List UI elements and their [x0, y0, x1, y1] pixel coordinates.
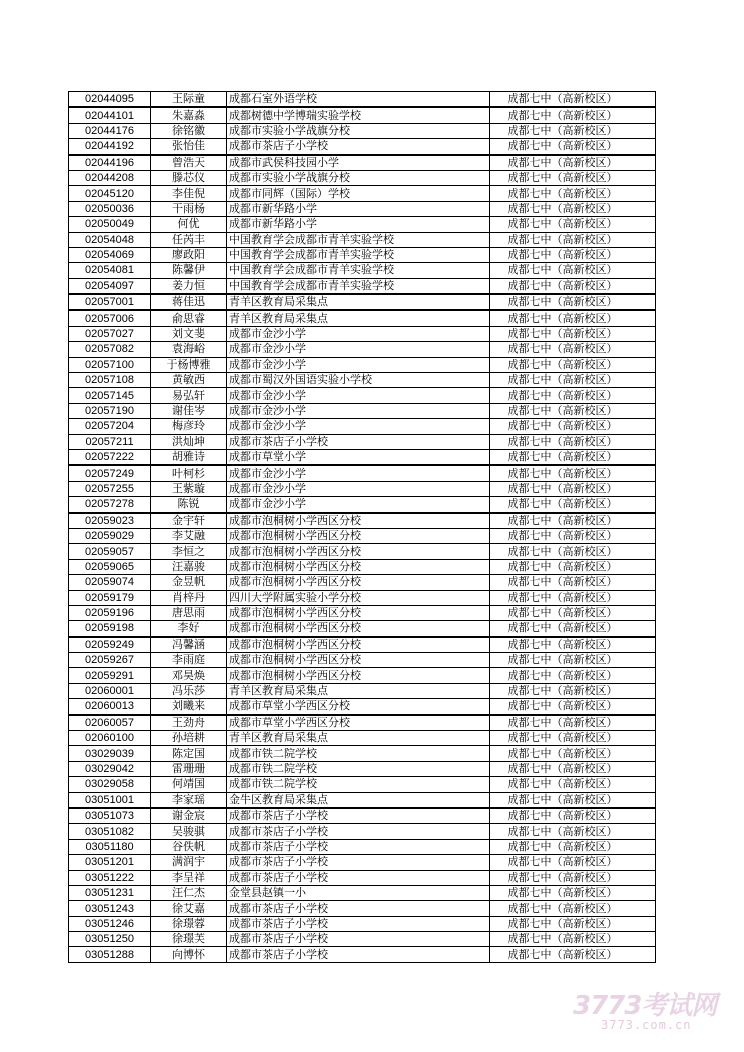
- school-cell: 成都市泡桐树小学西区分校: [227, 653, 490, 668]
- student-name-cell: 于杨博雅: [151, 357, 227, 372]
- table-row: [69, 761, 656, 776]
- school-cell: 成都市金沙小学: [227, 342, 490, 357]
- table-row: [69, 947, 656, 962]
- admitted-school-cell: 成都七中（高新校区）: [490, 621, 656, 637]
- student-id-cell: 02059074: [69, 575, 151, 590]
- table-row: [69, 855, 656, 870]
- table-row: [69, 901, 656, 916]
- admitted-school-cell: 成都七中（高新校区）: [490, 201, 656, 216]
- student-id-cell: 02054069: [69, 247, 151, 262]
- admitted-school-cell: 成都七中（高新校区）: [490, 92, 656, 108]
- student-id-cell: 02044095: [69, 92, 151, 108]
- admitted-school-cell: 成都七中（高新校区）: [490, 170, 656, 185]
- table-row: [69, 434, 656, 449]
- table-row: [69, 777, 656, 792]
- table-row: [69, 731, 656, 746]
- student-name-cell: 叶柯杉: [151, 465, 227, 481]
- school-cell: 成都市实验小学战旗分校: [227, 123, 490, 138]
- student-name-cell: 朱嘉淼: [151, 107, 227, 123]
- table-row: [69, 403, 656, 418]
- student-name-cell: 曾浩天: [151, 155, 227, 171]
- table-row: [69, 278, 656, 294]
- admission-list-table: [68, 91, 656, 963]
- student-name-cell: 何靖国: [151, 777, 227, 792]
- student-name-cell: 谢佳岑: [151, 403, 227, 418]
- admitted-school-cell: 成都七中（高新校区）: [490, 590, 656, 605]
- admitted-school-cell: 成都七中（高新校区）: [490, 155, 656, 171]
- admitted-school-cell: 成都七中（高新校区）: [490, 575, 656, 590]
- school-cell: 成都市金沙小学: [227, 481, 490, 496]
- school-cell: 成都市泡桐树小学西区分校: [227, 528, 490, 543]
- table-row: [69, 373, 656, 388]
- student-name-cell: 向博怀: [151, 947, 227, 962]
- school-cell: 成都市草堂小学: [227, 449, 490, 465]
- admitted-school-cell: 成都七中（高新校区）: [490, 449, 656, 465]
- school-cell: 成都市金沙小学: [227, 403, 490, 418]
- school-cell: 成都市泡桐树小学西区分校: [227, 621, 490, 637]
- student-name-cell: 黄敏西: [151, 373, 227, 388]
- table-row: [69, 653, 656, 668]
- table-row: [69, 575, 656, 590]
- table-row: [69, 186, 656, 201]
- student-id-cell: 02059029: [69, 528, 151, 543]
- table-row: [69, 449, 656, 465]
- table-row: [69, 885, 656, 900]
- student-id-cell: 03051243: [69, 901, 151, 916]
- student-id-cell: 03029039: [69, 746, 151, 761]
- table-row: [69, 513, 656, 529]
- student-id-cell: 03051001: [69, 792, 151, 808]
- school-cell: 青羊区教育局采集点: [227, 294, 490, 310]
- admitted-school-cell: 成都七中（高新校区）: [490, 434, 656, 449]
- student-id-cell: 02059065: [69, 559, 151, 574]
- school-cell: 成都市泡桐树小学西区分校: [227, 605, 490, 620]
- student-id-cell: 02057027: [69, 326, 151, 341]
- table-row: [69, 294, 656, 310]
- school-cell: 青羊区教育局采集点: [227, 310, 490, 326]
- student-id-cell: 02059057: [69, 544, 151, 559]
- admitted-school-cell: 成都七中（高新校区）: [490, 731, 656, 746]
- student-name-cell: 李艾融: [151, 528, 227, 543]
- student-id-cell: 03029058: [69, 777, 151, 792]
- admitted-school-cell: 成都七中（高新校区）: [490, 419, 656, 434]
- table-row: [69, 310, 656, 326]
- school-cell: 成都市草堂小学西区分校: [227, 699, 490, 715]
- admitted-school-cell: 成都七中（高新校区）: [490, 497, 656, 513]
- school-cell: 成都市茶店子小学校: [227, 916, 490, 931]
- school-cell: 成都市泡桐树小学西区分校: [227, 575, 490, 590]
- student-name-cell: 王劲舟: [151, 715, 227, 731]
- student-id-cell: 02057222: [69, 449, 151, 465]
- admitted-school-cell: 成都七中（高新校区）: [490, 465, 656, 481]
- table-row: [69, 715, 656, 731]
- admitted-school-cell: 成都七中（高新校区）: [490, 559, 656, 574]
- school-cell: 成都市新华路小学: [227, 217, 490, 232]
- student-id-cell: 02054097: [69, 278, 151, 294]
- table-row: [69, 808, 656, 824]
- student-id-cell: 02057190: [69, 403, 151, 418]
- student-name-cell: 徐璟芙: [151, 932, 227, 947]
- school-cell: 成都石室外语学校: [227, 92, 490, 108]
- table-row: [69, 342, 656, 357]
- school-cell: 成都市金沙小学: [227, 357, 490, 372]
- student-id-cell: 02060001: [69, 683, 151, 698]
- student-name-cell: 满润宇: [151, 855, 227, 870]
- admitted-school-cell: 成都七中（高新校区）: [490, 528, 656, 543]
- table-row: [69, 107, 656, 123]
- admitted-school-cell: 成都七中（高新校区）: [490, 839, 656, 854]
- student-id-cell: 02059249: [69, 637, 151, 653]
- student-name-cell: 李家瑶: [151, 792, 227, 808]
- student-id-cell: 02059179: [69, 590, 151, 605]
- admitted-school-cell: 成都七中（高新校区）: [490, 715, 656, 731]
- school-cell: 成都市铁二院学校: [227, 746, 490, 761]
- student-name-cell: 金宇轩: [151, 513, 227, 529]
- student-name-cell: 李呈祥: [151, 870, 227, 885]
- student-name-cell: 陈馨伊: [151, 263, 227, 278]
- student-id-cell: 02054048: [69, 232, 151, 247]
- school-cell: 中国教育学会成都市青羊实验学校: [227, 232, 490, 247]
- admitted-school-cell: 成都七中（高新校区）: [490, 513, 656, 529]
- student-name-cell: 李恒之: [151, 544, 227, 559]
- student-name-cell: 廖政阳: [151, 247, 227, 262]
- admitted-school-cell: 成都七中（高新校区）: [490, 637, 656, 653]
- school-cell: 成都市金沙小学: [227, 465, 490, 481]
- table-row: [69, 263, 656, 278]
- student-name-cell: 任芮丰: [151, 232, 227, 247]
- admitted-school-cell: 成都七中（高新校区）: [490, 777, 656, 792]
- admitted-school-cell: 成都七中（高新校区）: [490, 746, 656, 761]
- school-cell: 成都市茶店子小学校: [227, 932, 490, 947]
- table-row: [69, 668, 656, 683]
- student-id-cell: 03029042: [69, 761, 151, 776]
- school-cell: 成都市茶店子小学校: [227, 139, 490, 155]
- student-id-cell: 02044192: [69, 139, 151, 155]
- student-id-cell: 02057249: [69, 465, 151, 481]
- student-name-cell: 徐璟蓉: [151, 916, 227, 931]
- student-name-cell: 汪嘉骏: [151, 559, 227, 574]
- table-row: [69, 839, 656, 854]
- school-cell: 成都市草堂小学西区分校: [227, 715, 490, 731]
- admitted-school-cell: 成都七中（高新校区）: [490, 916, 656, 931]
- school-cell: 成都市茶店子小学校: [227, 824, 490, 839]
- watermark-logo-text: 3773考试网: [573, 991, 717, 1021]
- school-cell: 成都市新华路小学: [227, 201, 490, 216]
- school-cell: 金堂县赵镇一小: [227, 885, 490, 900]
- student-id-cell: 03051180: [69, 839, 151, 854]
- admitted-school-cell: 成都七中（高新校区）: [490, 808, 656, 824]
- student-id-cell: 03051231: [69, 885, 151, 900]
- table-row: [69, 605, 656, 620]
- admitted-school-cell: 成都七中（高新校区）: [490, 668, 656, 683]
- table-row: [69, 528, 656, 543]
- school-cell: 中国教育学会成都市青羊实验学校: [227, 247, 490, 262]
- school-cell: 青羊区教育局采集点: [227, 731, 490, 746]
- table-row: [69, 357, 656, 372]
- student-id-cell: 02057204: [69, 419, 151, 434]
- school-cell: 中国教育学会成都市青羊实验学校: [227, 263, 490, 278]
- student-id-cell: 03051201: [69, 855, 151, 870]
- student-name-cell: 滕芯仪: [151, 170, 227, 185]
- student-name-cell: 唐思雨: [151, 605, 227, 620]
- student-id-cell: 02060100: [69, 731, 151, 746]
- student-id-cell: 02060057: [69, 715, 151, 731]
- student-name-cell: 蒋佳迅: [151, 294, 227, 310]
- table-row: [69, 932, 656, 947]
- school-cell: 成都市茶店子小学校: [227, 855, 490, 870]
- table-row: [69, 497, 656, 513]
- admitted-school-cell: 成都七中（高新校区）: [490, 544, 656, 559]
- student-name-cell: 汪仁杰: [151, 885, 227, 900]
- student-name-cell: 干雨杨: [151, 201, 227, 216]
- student-id-cell: 02044196: [69, 155, 151, 171]
- table-row: [69, 419, 656, 434]
- student-id-cell: 02057100: [69, 357, 151, 372]
- student-id-cell: 02050036: [69, 201, 151, 216]
- student-name-cell: 肖梓丹: [151, 590, 227, 605]
- student-id-cell: 03051222: [69, 870, 151, 885]
- school-cell: 成都市武侯科技园小学: [227, 155, 490, 171]
- student-name-cell: 刘曦来: [151, 699, 227, 715]
- student-id-cell: 02057278: [69, 497, 151, 513]
- school-cell: 成都市同辉（国际）学校: [227, 186, 490, 201]
- table-row: [69, 792, 656, 808]
- student-id-cell: 02059023: [69, 513, 151, 529]
- student-name-cell: 李好: [151, 621, 227, 637]
- admitted-school-cell: 成都七中（高新校区）: [490, 653, 656, 668]
- table-row: [69, 326, 656, 341]
- admitted-school-cell: 成都七中（高新校区）: [490, 792, 656, 808]
- admitted-school-cell: 成都七中（高新校区）: [490, 263, 656, 278]
- table-row: [69, 388, 656, 403]
- student-name-cell: 陈锐: [151, 497, 227, 513]
- table-row: [69, 916, 656, 931]
- student-id-cell: 02057211: [69, 434, 151, 449]
- table-row: [69, 824, 656, 839]
- student-name-cell: 吴骏骐: [151, 824, 227, 839]
- school-cell: 成都市铁二院学校: [227, 777, 490, 792]
- student-id-cell: 02060013: [69, 699, 151, 715]
- table-row: [69, 139, 656, 155]
- student-id-cell: 02054081: [69, 263, 151, 278]
- student-name-cell: 徐铭徽: [151, 123, 227, 138]
- school-cell: 成都市泡桐树小学西区分校: [227, 544, 490, 559]
- student-name-cell: 易弘轩: [151, 388, 227, 403]
- school-cell: 成都市金沙小学: [227, 326, 490, 341]
- school-cell: 成都市茶店子小学校: [227, 901, 490, 916]
- table-row: [69, 201, 656, 216]
- student-name-cell: 雷珊珊: [151, 761, 227, 776]
- student-name-cell: 李雨庭: [151, 653, 227, 668]
- student-name-cell: 王紫璇: [151, 481, 227, 496]
- student-id-cell: 03051288: [69, 947, 151, 962]
- table-row: [69, 481, 656, 496]
- table-row: [69, 699, 656, 715]
- school-cell: 成都树德中学博瑞实验学校: [227, 107, 490, 123]
- student-id-cell: 02057001: [69, 294, 151, 310]
- school-cell: 成都市茶店子小学校: [227, 434, 490, 449]
- admitted-school-cell: 成都七中（高新校区）: [490, 139, 656, 155]
- school-cell: 四川大学附属实验小学分校: [227, 590, 490, 605]
- admitted-school-cell: 成都七中（高新校区）: [490, 107, 656, 123]
- admitted-school-cell: 成都七中（高新校区）: [490, 699, 656, 715]
- student-name-cell: 胡雅诗: [151, 449, 227, 465]
- table-row: [69, 123, 656, 138]
- admitted-school-cell: 成都七中（高新校区）: [490, 605, 656, 620]
- admitted-school-cell: 成都七中（高新校区）: [490, 232, 656, 247]
- school-cell: 成都市茶店子小学校: [227, 839, 490, 854]
- admitted-school-cell: 成都七中（高新校区）: [490, 357, 656, 372]
- school-cell: 中国教育学会成都市青羊实验学校: [227, 278, 490, 294]
- student-name-cell: 张怡佳: [151, 139, 227, 155]
- table-row: [69, 590, 656, 605]
- student-id-cell: 03051246: [69, 916, 151, 931]
- table-row: [69, 247, 656, 262]
- admitted-school-cell: 成都七中（高新校区）: [490, 481, 656, 496]
- table-row: [69, 232, 656, 247]
- student-name-cell: 李佳倪: [151, 186, 227, 201]
- school-cell: 成都市泡桐树小学西区分校: [227, 513, 490, 529]
- student-id-cell: 02057082: [69, 342, 151, 357]
- student-id-cell: 02057006: [69, 310, 151, 326]
- table-body: [69, 92, 656, 963]
- student-id-cell: 02057255: [69, 481, 151, 496]
- table-row: [69, 155, 656, 171]
- student-name-cell: 姜力恒: [151, 278, 227, 294]
- admitted-school-cell: 成都七中（高新校区）: [490, 683, 656, 698]
- admitted-school-cell: 成都七中（高新校区）: [490, 388, 656, 403]
- student-name-cell: 袁海峪: [151, 342, 227, 357]
- admitted-school-cell: 成都七中（高新校区）: [490, 947, 656, 962]
- watermark-url: 3773.com.cn: [601, 1018, 692, 1032]
- admitted-school-cell: 成都七中（高新校区）: [490, 373, 656, 388]
- table-row: [69, 217, 656, 232]
- student-name-cell: 王际童: [151, 92, 227, 108]
- school-cell: 成都市茶店子小学校: [227, 947, 490, 962]
- admitted-school-cell: 成都七中（高新校区）: [490, 870, 656, 885]
- student-id-cell: 02044208: [69, 170, 151, 185]
- student-id-cell: 02045120: [69, 186, 151, 201]
- admitted-school-cell: 成都七中（高新校区）: [490, 326, 656, 341]
- school-cell: 成都市泡桐树小学西区分校: [227, 559, 490, 574]
- school-cell: 青羊区教育局采集点: [227, 683, 490, 698]
- admitted-school-cell: 成都七中（高新校区）: [490, 885, 656, 900]
- admitted-school-cell: 成都七中（高新校区）: [490, 901, 656, 916]
- student-id-cell: 02057145: [69, 388, 151, 403]
- admitted-school-cell: 成都七中（高新校区）: [490, 761, 656, 776]
- table-row: [69, 544, 656, 559]
- school-cell: 成都市泡桐树小学西区分校: [227, 668, 490, 683]
- student-id-cell: 03051250: [69, 932, 151, 947]
- table-row: [69, 92, 656, 108]
- student-id-cell: 03051073: [69, 808, 151, 824]
- admitted-school-cell: 成都七中（高新校区）: [490, 932, 656, 947]
- student-id-cell: 02059198: [69, 621, 151, 637]
- student-id-cell: 02057108: [69, 373, 151, 388]
- student-name-cell: 徐艾嘉: [151, 901, 227, 916]
- admitted-school-cell: 成都七中（高新校区）: [490, 342, 656, 357]
- site-watermark: [573, 985, 733, 1035]
- student-name-cell: 冯乐莎: [151, 683, 227, 698]
- student-id-cell: 03051082: [69, 824, 151, 839]
- student-id-cell: 02059291: [69, 668, 151, 683]
- admitted-school-cell: 成都七中（高新校区）: [490, 310, 656, 326]
- admitted-school-cell: 成都七中（高新校区）: [490, 186, 656, 201]
- student-id-cell: 02044176: [69, 123, 151, 138]
- admitted-school-cell: 成都七中（高新校区）: [490, 824, 656, 839]
- student-id-cell: 02050049: [69, 217, 151, 232]
- admitted-school-cell: 成都七中（高新校区）: [490, 123, 656, 138]
- student-name-cell: 刘文斐: [151, 326, 227, 341]
- admitted-school-cell: 成都七中（高新校区）: [490, 247, 656, 262]
- school-cell: 成都市蜀汉外国语实验小学校: [227, 373, 490, 388]
- school-cell: 成都市茶店子小学校: [227, 808, 490, 824]
- admitted-school-cell: 成都七中（高新校区）: [490, 217, 656, 232]
- table-row: [69, 170, 656, 185]
- admitted-school-cell: 成都七中（高新校区）: [490, 294, 656, 310]
- admitted-school-cell: 成都七中（高新校区）: [490, 403, 656, 418]
- student-name-cell: 何优: [151, 217, 227, 232]
- student-id-cell: 02059267: [69, 653, 151, 668]
- school-cell: 成都市茶店子小学校: [227, 870, 490, 885]
- table-row: [69, 637, 656, 653]
- school-cell: 成都市金沙小学: [227, 419, 490, 434]
- student-name-cell: 邓昊焕: [151, 668, 227, 683]
- school-cell: 金牛区教育局采集点: [227, 792, 490, 808]
- student-name-cell: 俞思睿: [151, 310, 227, 326]
- school-cell: 成都市泡桐树小学西区分校: [227, 637, 490, 653]
- student-name-cell: 冯馨涵: [151, 637, 227, 653]
- student-name-cell: 梅彦玲: [151, 419, 227, 434]
- school-cell: 成都市金沙小学: [227, 388, 490, 403]
- school-cell: 成都市金沙小学: [227, 497, 490, 513]
- student-name-cell: 金昱帆: [151, 575, 227, 590]
- student-name-cell: 洪灿坤: [151, 434, 227, 449]
- table-row: [69, 683, 656, 698]
- student-id-cell: 02059196: [69, 605, 151, 620]
- student-name-cell: 孙培耕: [151, 731, 227, 746]
- student-name-cell: 谷佚帆: [151, 839, 227, 854]
- student-id-cell: 02044101: [69, 107, 151, 123]
- admitted-school-cell: 成都七中（高新校区）: [490, 278, 656, 294]
- student-name-cell: 陈定国: [151, 746, 227, 761]
- table-row: [69, 870, 656, 885]
- table-row: [69, 746, 656, 761]
- student-name-cell: 谢金宸: [151, 808, 227, 824]
- school-cell: 成都市实验小学战旗分校: [227, 170, 490, 185]
- table-row: [69, 559, 656, 574]
- table-row: [69, 621, 656, 637]
- admitted-school-cell: 成都七中（高新校区）: [490, 855, 656, 870]
- table-row: [69, 465, 656, 481]
- school-cell: 成都市铁二院学校: [227, 761, 490, 776]
